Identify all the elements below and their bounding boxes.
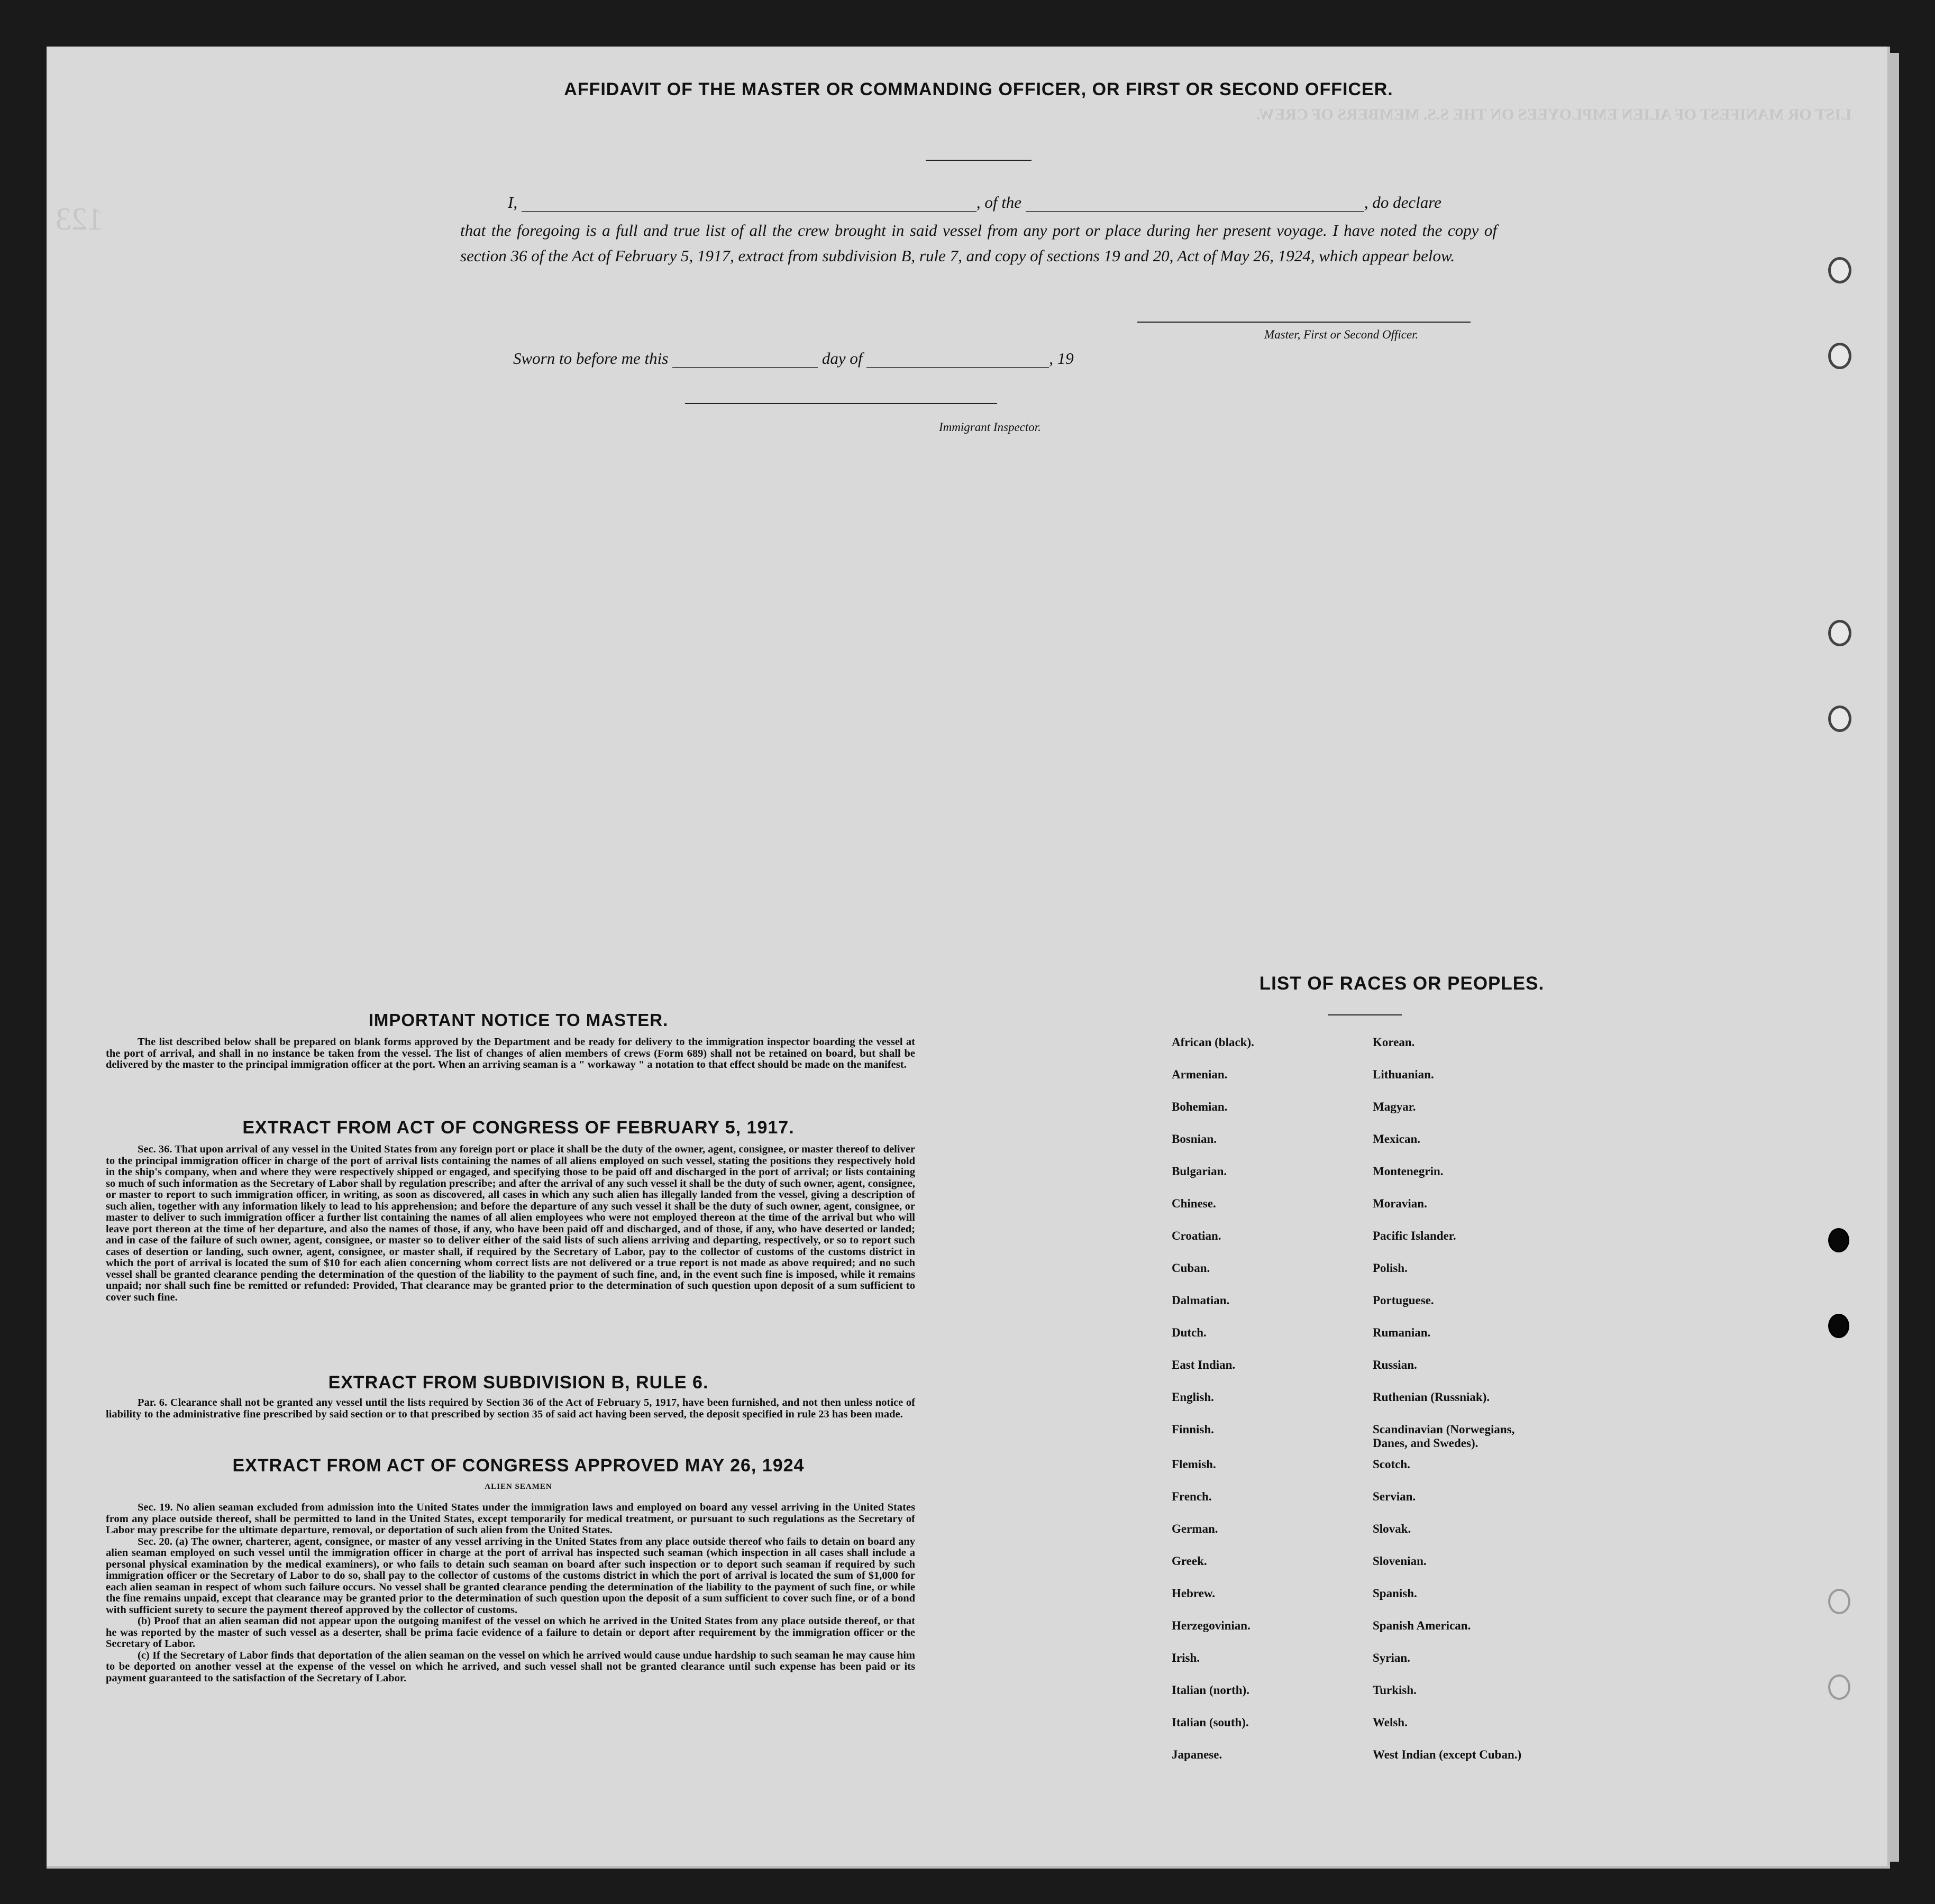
- race-item: Bulgarian.: [1172, 1165, 1227, 1178]
- race-item: German.: [1172, 1522, 1218, 1535]
- race-item: East Indian.: [1172, 1358, 1236, 1371]
- race-item: Greek.: [1172, 1554, 1207, 1568]
- bleed-through-header: LIST OR MANIFEST OF ALIEN EMPLOYEES ON THE S.S. MEMBERS OF CREW.: [1256, 106, 1851, 123]
- race-item: Montenegrin.: [1373, 1165, 1444, 1178]
- punch-hole-icon: [1828, 1314, 1849, 1338]
- race-item: French.: [1172, 1490, 1212, 1503]
- race-item: Turkish.: [1373, 1683, 1417, 1697]
- race-item: Polish.: [1373, 1261, 1408, 1275]
- master-signature-label: Master, First or Second Officer.: [1264, 328, 1419, 341]
- race-item: Korean.: [1373, 1036, 1415, 1049]
- race-item: Mexican.: [1373, 1132, 1421, 1146]
- race-item: Scandinavian (Norwegians, Danes, and Swedes).: [1373, 1423, 1515, 1450]
- vessel-blank: [1026, 195, 1364, 212]
- race-item: Lithuanian.: [1373, 1068, 1434, 1081]
- of-the-label: , of the: [976, 193, 1022, 212]
- do-declare-label: , do declare: [1364, 193, 1441, 212]
- race-item: Syrian.: [1373, 1651, 1410, 1664]
- race-item: Flemish.: [1172, 1458, 1216, 1471]
- notice-body: The list described below shall be prepared on blank forms approved by the Department and be ready for delivery to the immigration inspector boarding the vessel at the port of arrival, and shall in no instance be taken from the vessel. The list of changes of alien members of crews (Form 689) shall not be retained on board, but shall be delivered by the master to the principal immigration officer at the port. When an arriving seaman is a " workaway " a notation to that effect should be made on the manifest.: [106, 1036, 915, 1070]
- sec-20c-paragraph: (c) If the Secretary of Labor finds that deportation of the alien seaman on the vessel on which he arrived would cause undue hardship to such seaman he may cause him to be deported on another vessel at the expense of the vessel on which he arrived, and such vessel shall not be granted clearance until such expense has been paid or its payment guaranteed to the satisfaction of the Secretary of Labor.: [106, 1649, 915, 1684]
- race-item: Bosnian.: [1172, 1132, 1217, 1146]
- sworn-month-blank: [866, 351, 1049, 368]
- sec-20b-paragraph: (b) Proof that an alien seaman did not appear upon the outgoing manifest of the vessel on which he arrived in the United States from any place outside thereof, or that he was reported by the master of such vessel as a deserter, shall be prima facie evidence of a failure to detain or deport after requirement by the immigration officer or the Secretary of Labor.: [106, 1615, 915, 1650]
- race-item: Servian.: [1373, 1490, 1416, 1503]
- punch-hole-icon: [1828, 1589, 1850, 1614]
- race-item: Spanish.: [1373, 1587, 1417, 1600]
- race-item: Herzegovinian.: [1172, 1619, 1251, 1632]
- races-title: LIST OF RACES OR PEOPLES.: [1259, 973, 1545, 994]
- declaration-body: that the foregoing is a full and true list of all the crew brought in said vessel from any port or place during her present voyage. I have noted the copy of section 36 of the Act of February 5, 1917, extract from subdivision B, rule 7, and copy of sections 19 and 20, Act of May 26, 1924, which appear below.: [460, 221, 1497, 265]
- race-item: Italian (south).: [1172, 1716, 1249, 1729]
- race-item: African (black).: [1172, 1036, 1254, 1049]
- punch-hole-icon: [1828, 257, 1851, 283]
- day-of-label: day of: [822, 349, 863, 368]
- race-item: English.: [1172, 1390, 1214, 1404]
- page-edge: [1887, 53, 1899, 1862]
- year-label: , 19: [1049, 349, 1074, 368]
- extract-1917-title: EXTRACT FROM ACT OF CONGRESS OF FEBRUARY 5, 1917.: [242, 1118, 795, 1138]
- sworn-day-blank: [672, 351, 818, 368]
- sworn-line: [513, 349, 1074, 368]
- inspector-signature-line: [685, 403, 997, 404]
- race-item: Japanese.: [1172, 1748, 1222, 1761]
- extract-rule6-body: Par. 6. Clearance shall not be granted any vessel until the lists required by Section 36 of the Act of February 5, 1917, have been furnished, and not then unless notice of liability to the administrative fine prescribed by said section or to that prescribed by section 35 of said act having been served, the deposit specified in rule 23 has been made.: [106, 1397, 915, 1420]
- bleed-through-sheet-number: 123: [56, 202, 103, 236]
- race-item: Armenian.: [1172, 1068, 1228, 1081]
- race-item: Slovenian.: [1373, 1554, 1427, 1568]
- punch-hole-icon: [1828, 620, 1851, 646]
- sworn-label: Sworn to before me this: [513, 349, 669, 368]
- extract-1924-title: EXTRACT FROM ACT OF CONGRESS APPROVED MAY 26, 1924: [232, 1456, 805, 1476]
- i-label: I,: [508, 193, 518, 212]
- race-item: Cuban.: [1172, 1261, 1210, 1275]
- title-underline: [926, 160, 1032, 161]
- sec-19-paragraph: Sec. 19. No alien seaman excluded from admission into the United States under the immigration laws and employed on board any vessel arriving in the United States from any place outside thereof, shall be permitted to land in the United States, except temporarily for medical treatment, or pursuant to such regulations as the Secretary of Labor may prescribe for the ultimate departure, removal, or deportation of such alien from the United States.: [106, 1502, 915, 1536]
- punch-hole-icon: [1828, 706, 1851, 732]
- punch-hole-icon: [1828, 1674, 1850, 1700]
- extract-1924-subtitle: ALIEN SEAMEN: [485, 1482, 552, 1491]
- race-item: Rumanian.: [1373, 1326, 1431, 1339]
- extract-rule6-title: EXTRACT FROM SUBDIVISION B, RULE 6.: [328, 1372, 709, 1393]
- races-right-column: [1373, 1036, 1542, 1780]
- race-item: Dutch.: [1172, 1326, 1207, 1339]
- race-item: Magyar.: [1373, 1100, 1416, 1113]
- race-item: Spanish American.: [1373, 1619, 1471, 1632]
- punch-hole-icon: [1828, 343, 1851, 369]
- name-blank: [522, 195, 976, 212]
- notice-title: IMPORTANT NOTICE TO MASTER.: [368, 1010, 669, 1030]
- races-left-column: [1172, 1036, 1254, 1780]
- race-item: Russian.: [1373, 1358, 1417, 1371]
- race-item: Dalmatian.: [1172, 1294, 1230, 1307]
- declaration-line: [508, 193, 1441, 212]
- race-item: Italian (north).: [1172, 1683, 1249, 1697]
- races-underline: [1328, 1014, 1402, 1015]
- race-item: Chinese.: [1172, 1197, 1216, 1210]
- extract-1917-body: Sec. 36. That upon arrival of any vessel in the United States from any foreign port or place it shall be the duty of the owner, agent, consignee, or master thereof to deliver to the principal immigration officer in charge of the port of arrival lists containing the names of all aliens employed on such vessel, stating the positions they respectively hold in the ship's company, when and where they were respectively shipped or engaged, and specifying those to be paid off and discharged in the port of arrival; or lists containing so much of such information as the Secretary of Labor shall by regulation prescribe; and after the arrival of any such vessel it shall be the duty of such owner, agent, consignee, or master to report to such immigration officer, in writing, as soon as discovered, all cases in which any such alien has illegally landed from the vessel, giving a description of such alien, together with any information likely to lead to his apprehension; and before the departure of any such vessel it shall be the duty of such owner, agent, consignee, or master to deliver to such immigration officer a further list containing the names of all alien employees who were not employed thereon at the time of the arrival but who will leave port thereon at the time of her departure, and also the names of those, if any, who have been paid off and discharged, and of those, if any, who have deserted or landed; and in case of the failure of such owner, agent, consignee, or master so to deliver either of the said lists of such aliens arriving and departing, respectively, or so to report such cases of desertion or landing, such owner, agent, consignee, or master shall, if required by the Secretary of Labor, pay to the collector of customs of the customs district in which the port of arrival is located the sum of $10 for each alien concerning whom correct lists are not delivered or a true report is not made as above required; and no such vessel shall be granted clearance pending the determination of the question of the liability to the payment of such fine, and, in the event such fine is imposed, while it remains unpaid; nor shall such fine be remitted or refunded: Provided, That clearance may be granted prior to the determination of such question upon deposit of a sum sufficient to cover such fine.: [106, 1143, 915, 1303]
- race-item: Moravian.: [1373, 1197, 1427, 1210]
- race-item: Pacific Islander.: [1373, 1229, 1456, 1242]
- sec-20a-paragraph: Sec. 20. (a) The owner, charterer, agent, consignee, or master of any vessel arriving in the United States from any place outside thereof who fails to detain on board any alien seaman employed on such vessel until the immigration officer in charge at the port of arrival has inspected such seaman (which inspection in all cases shall include a personal physical examination by the medical examiners), or who fails to detain such seaman on board after such inspection or to deport such seaman if required by such immigration officer or the Secretary of Labor to do so, shall pay to the collector of customs of the customs district in which the port of arrival is located the sum of $1,000 for each alien seaman in respect of whom such failure occurs. No vessel shall be granted clearance pending the determination of the liability to the payment of such fine, or while the fine remains unpaid, except that clearance may be granted prior to the determination of such question upon the deposit of a sum sufficient to cover such fine, or of a bond with sufficient surety to secure the payment thereof approved by the collector of customs.: [106, 1535, 915, 1616]
- race-item: Bohemian.: [1172, 1100, 1228, 1113]
- inspector-signature-label: Immigrant Inspector.: [939, 420, 1041, 434]
- affidavit-title: AFFIDAVIT OF THE MASTER OR COMMANDING OFFICER, OR FIRST OR SECOND OFFICER.: [564, 79, 1393, 99]
- race-item: Portuguese.: [1373, 1294, 1434, 1307]
- master-signature-line: [1137, 322, 1471, 323]
- race-item: Welsh.: [1373, 1716, 1408, 1729]
- race-item: Slovak.: [1373, 1522, 1411, 1535]
- race-item: Hebrew.: [1172, 1587, 1215, 1600]
- race-item: Irish.: [1172, 1651, 1200, 1664]
- race-item: Scotch.: [1373, 1458, 1410, 1471]
- race-item: West Indian (except Cuban.): [1373, 1748, 1522, 1761]
- punch-hole-icon: [1828, 1228, 1849, 1252]
- extract-1924-body: [106, 1502, 915, 1684]
- race-item: Ruthenian (Russniak).: [1373, 1390, 1490, 1404]
- race-item: Croatian.: [1172, 1229, 1221, 1242]
- race-item: Finnish.: [1172, 1423, 1214, 1436]
